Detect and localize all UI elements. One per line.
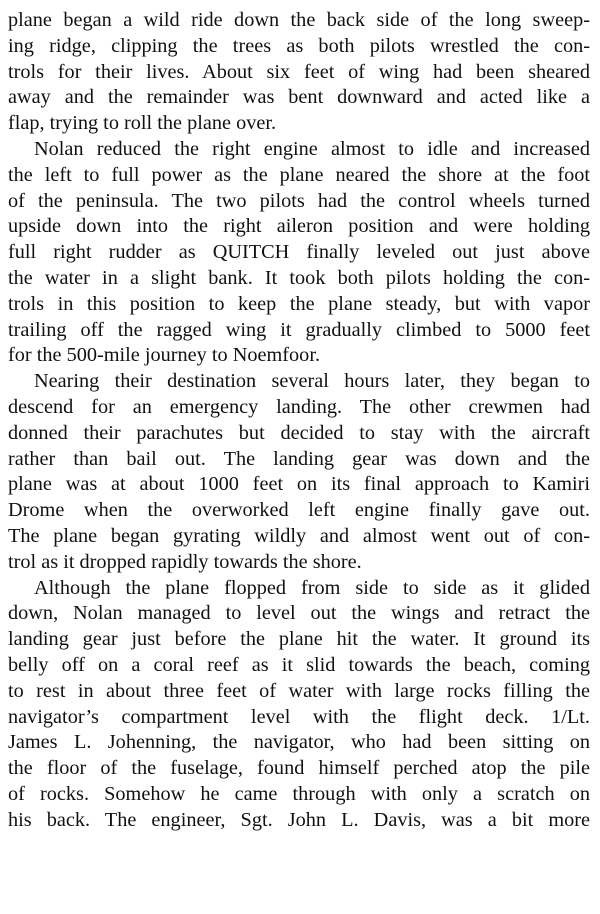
text-line: of the peninsula. The two pilots had the control wheels turned [8, 189, 590, 212]
text-line: of rocks. Somehow he came through with only a scratch on [8, 782, 590, 805]
document-page [8, 8, 590, 834]
text-line: down, Nolan managed to level out the wings and retract the [8, 602, 590, 625]
paragraph-1 [8, 8, 590, 137]
text-line: rather than bail out. The landing gear was down and the [8, 447, 590, 470]
text-line: ing ridge, clipping the trees as both pilots wrestled the con- [8, 34, 590, 57]
text-line: Nolan reduced the right engine almost to idle and increased [34, 137, 590, 160]
text-line: the water in a slight bank. It took both pilots holding the con- [8, 266, 590, 289]
text-line: donned their parachutes but decided to stay with the aircraft [8, 421, 590, 444]
text-line: navigator’s compartment level with the flight deck. 1/Lt. [8, 705, 590, 728]
paragraph-4 [8, 576, 590, 834]
text-line: James L. Johenning, the navigator, who had been sitting on [8, 731, 590, 754]
text-line: trols in this position to keep the plane steady, but with vapor [8, 292, 590, 315]
text-line: away and the remainder was bent downward and acted like a [8, 86, 590, 109]
text-line: trol as it dropped rapidly towards the shore. [8, 550, 362, 573]
text-line: trols for their lives. About six feet of wing had been sheared [8, 60, 590, 83]
paragraph-2 [8, 137, 590, 369]
text-line: Drome when the overworked left engine finally gave out. [8, 499, 590, 522]
text-line: landing gear just before the plane hit the water. It ground its [8, 628, 590, 651]
text-line: Although the plane flopped from side to side as it glided [34, 576, 590, 599]
text-line: trailing off the ragged wing it gradually climbed to 5000 feet [8, 318, 590, 341]
text-line: upside down into the right aileron position and were holding [8, 215, 590, 238]
text-line: The plane began gyrating wildly and almost went out of con- [8, 524, 590, 547]
text-line: the left to full power as the plane neared the shore at the foot [8, 163, 590, 186]
text-line: belly off on a coral reef as it slid towards the beach, coming [8, 653, 590, 676]
text-line: descend for an emergency landing. The other crewmen had [8, 395, 590, 418]
text-line: his back. The engineer, Sgt. John L. Davis, was a bit more [8, 808, 590, 831]
text-line: the floor of the fuselage, found himself perched atop the pile [8, 757, 590, 780]
text-line: for the 500-mile journey to Noemfoor. [8, 344, 321, 367]
text-line: flap, trying to roll the plane over. [8, 112, 277, 135]
paragraph-3 [8, 369, 590, 575]
text-line: to rest in about three feet of water with large rocks filling the [8, 679, 590, 702]
text-line: full right rudder as QUITCH finally leveled out just above [8, 241, 590, 264]
text-line: plane began a wild ride down the back side of the long sweep- [8, 9, 590, 31]
text-line: plane was at about 1000 feet on its final approach to Kamiri [8, 473, 590, 496]
text-line: Nearing their destination several hours later, they began to [34, 370, 590, 393]
